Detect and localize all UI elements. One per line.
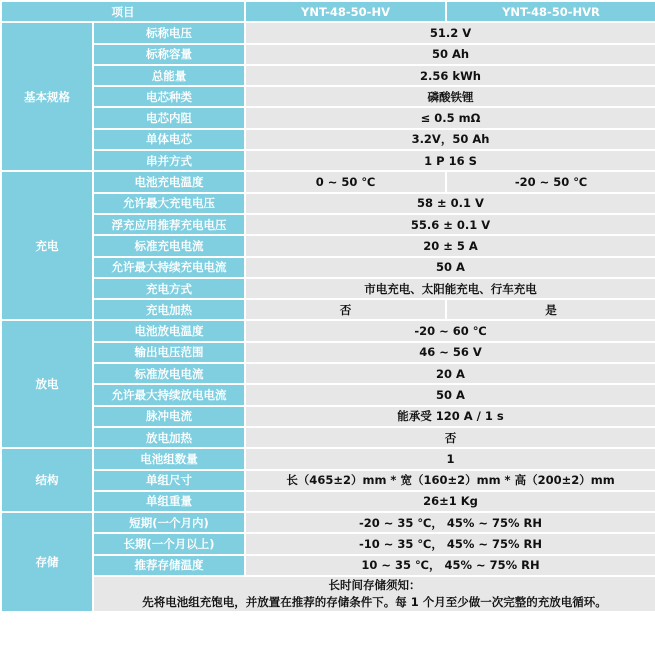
table-row	[2, 151, 655, 170]
table-row	[2, 385, 655, 404]
table-row	[2, 45, 655, 64]
row-value: 否	[246, 428, 655, 447]
table-row	[2, 449, 655, 468]
row-label: 脉冲电流	[94, 407, 244, 426]
table-row	[2, 407, 655, 426]
row-value: 20 ± 5 A	[246, 236, 655, 255]
row-label: 允许最大持续放电电流	[94, 385, 244, 404]
row-label: 长期(一个月以上)	[94, 534, 244, 553]
group-charge: 充电	[2, 172, 92, 319]
storage-note-body: 先将电池组充饱电，并放置在推荐的存储条件下。每 1 个月至少做一次完整的充放电循环。	[142, 595, 607, 610]
table-row	[2, 492, 655, 511]
row-value-hvr: -20 ~ 50 ℃	[447, 172, 655, 191]
row-label: 短期(一个月内)	[94, 513, 244, 532]
row-value: 市电充电、太阳能充电、行车充电	[246, 279, 655, 298]
row-label: 总能量	[94, 66, 244, 85]
row-value: 51.2 V	[246, 23, 655, 42]
row-value-hv: 0 ~ 50 ℃	[246, 172, 445, 191]
table-row	[2, 279, 655, 298]
group-storage: 存储	[2, 513, 92, 611]
row-value-hv: 否	[246, 300, 445, 319]
row-value: -20 ~ 35 ℃， 45% ~ 75% RH	[246, 513, 655, 532]
table-row	[2, 321, 655, 340]
group-basic: 基本规格	[2, 23, 92, 170]
row-label: 标准充电电流	[94, 236, 244, 255]
row-value: 能承受 120 A / 1 s	[246, 407, 655, 426]
table-row	[2, 215, 655, 234]
table-row	[2, 23, 655, 42]
row-label: 充电方式	[94, 279, 244, 298]
row-value: ≤ 0.5 mΩ	[246, 108, 655, 127]
group-structure: 结构	[2, 449, 92, 511]
row-value: -10 ~ 35 ℃， 45% ~ 75% RH	[246, 534, 655, 553]
row-label: 充电加热	[94, 300, 244, 319]
row-label: 电池组数量	[94, 449, 244, 468]
row-value: 20 A	[246, 364, 655, 383]
group-discharge: 放电	[2, 321, 92, 447]
row-value: 1	[246, 449, 655, 468]
table-row	[2, 300, 655, 319]
table-row	[2, 471, 655, 490]
table-row	[2, 556, 655, 575]
row-value: 磷酸铁锂	[246, 87, 655, 106]
row-label: 串并方式	[94, 151, 244, 170]
table-row	[2, 513, 655, 532]
header-model-hvr: YNT-48-50-HVR	[447, 2, 655, 21]
header-item: 项目	[2, 2, 244, 21]
row-value: 50 A	[246, 385, 655, 404]
row-label: 电池充电温度	[94, 172, 244, 191]
row-value: -20 ~ 60 ℃	[246, 321, 655, 340]
table-row	[2, 534, 655, 553]
row-value: 50 A	[246, 258, 655, 277]
row-value: 26±1 Kg	[246, 492, 655, 511]
table-row	[2, 87, 655, 106]
row-label: 电芯内阻	[94, 108, 244, 127]
row-value: 10 ~ 35 ℃， 45% ~ 75% RH	[246, 556, 655, 575]
row-label: 单体电芯	[94, 130, 244, 149]
table-row	[2, 172, 655, 191]
row-label: 单组重量	[94, 492, 244, 511]
row-label: 单组尺寸	[94, 471, 244, 490]
table-row	[2, 428, 655, 447]
row-value: 58 ± 0.1 V	[246, 194, 655, 213]
table-row	[2, 364, 655, 383]
table-row	[2, 66, 655, 85]
table-row	[2, 258, 655, 277]
table-row	[2, 236, 655, 255]
row-label: 标准放电电流	[94, 364, 244, 383]
table-row	[2, 108, 655, 127]
row-value: 2.56 kWh	[246, 66, 655, 85]
row-value: 46 ~ 56 V	[246, 343, 655, 362]
row-value: 1 P 16 S	[246, 151, 655, 170]
row-value-hvr: 是	[447, 300, 655, 319]
storage-note	[94, 577, 655, 611]
row-label: 标称容量	[94, 45, 244, 64]
row-value: 3.2V，50 Ah	[246, 130, 655, 149]
row-label: 推荐存储温度	[94, 556, 244, 575]
row-label: 标称电压	[94, 23, 244, 42]
table-row	[2, 343, 655, 362]
table-row	[2, 130, 655, 149]
row-label: 允许最大充电电压	[94, 194, 244, 213]
row-label: 电芯种类	[94, 87, 244, 106]
row-label: 浮充应用推荐充电电压	[94, 215, 244, 234]
header-model-hv: YNT-48-50-HV	[246, 2, 445, 21]
row-label: 允许最大持续充电电流	[94, 258, 244, 277]
storage-note-title: 长时间存储须知：	[328, 578, 421, 593]
row-label: 放电加热	[94, 428, 244, 447]
table-row	[2, 577, 655, 611]
row-value: 55.6 ± 0.1 V	[246, 215, 655, 234]
header-row	[2, 2, 655, 21]
row-label: 电池放电温度	[94, 321, 244, 340]
row-label: 输出电压范围	[94, 343, 244, 362]
table-row	[2, 194, 655, 213]
row-value: 50 Ah	[246, 45, 655, 64]
row-value: 长（465±2）mm * 宽（160±2）mm * 高（200±2）mm	[246, 471, 655, 490]
